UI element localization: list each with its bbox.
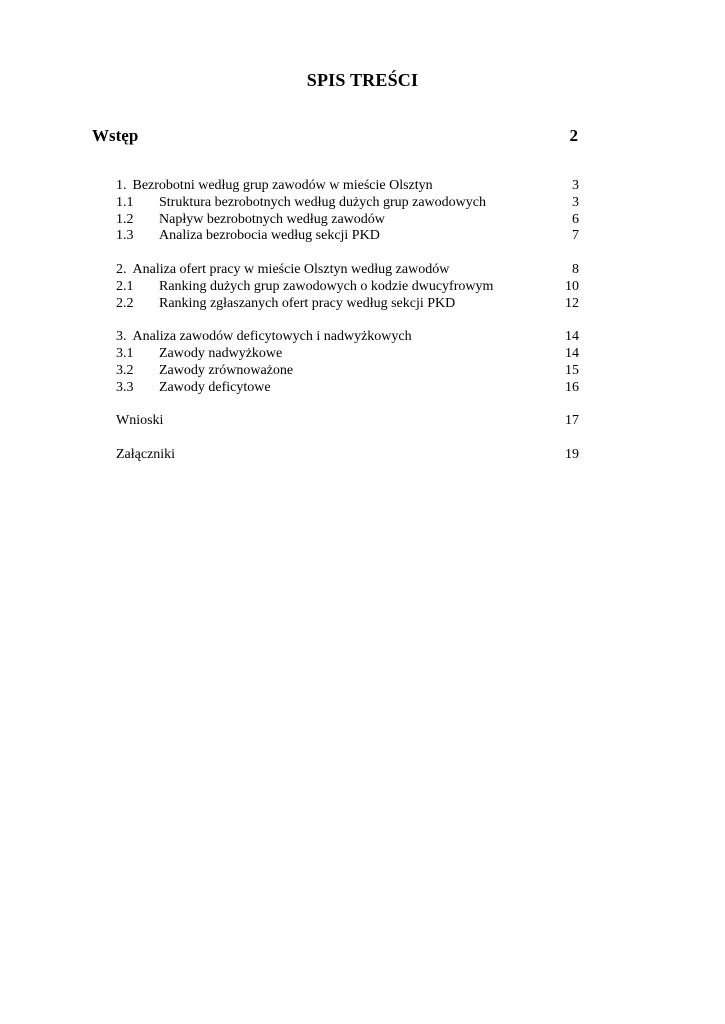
- toc-section-entry: [116, 262, 579, 279]
- table-of-contents: [116, 178, 579, 464]
- toc-subsection-page: 15: [565, 362, 579, 378]
- toc-subsection-label: Ranking zgłaszanych ofert pracy według sekcji PKD: [159, 295, 456, 311]
- toc-subsection-number: 1.1: [116, 194, 134, 210]
- toc-conclusions-label: Wnioski: [116, 413, 164, 429]
- toc-section-page: 8: [572, 261, 579, 277]
- toc-subsection-page: 10: [565, 278, 579, 294]
- toc-subsection-entry: [116, 212, 579, 229]
- toc-subsection-label: Zawody zrównoważone: [159, 362, 294, 378]
- toc-attachments-label: Załączniki: [116, 446, 176, 462]
- toc-subsection-label: Struktura bezrobotnych według dużych grup zawodowych: [159, 194, 486, 210]
- toc-spacer: [116, 430, 579, 447]
- toc-spacer: [116, 312, 579, 329]
- toc-subsection-entry: [116, 195, 579, 212]
- toc-subsection-entry: [116, 296, 579, 313]
- toc-subsection-entry: [116, 346, 579, 363]
- page-title: SPIS TREŚCI: [306, 70, 419, 90]
- toc-subsection-label: Zawody deficytowe: [159, 379, 271, 395]
- toc-conclusions-entry: [116, 413, 579, 430]
- toc-spacer: [116, 396, 579, 413]
- toc-subsection-label: Ranking dużych grup zawodowych o kodzie dwucyfrowym: [159, 278, 494, 294]
- toc-section-number: 3.: [116, 329, 127, 345]
- toc-section-label: Analiza zawodów deficytowych i nadwyżkowych: [132, 329, 412, 345]
- toc-spacer: [116, 245, 579, 262]
- toc-subsection-label: Napływ bezrobotnych według zawodów: [159, 211, 385, 227]
- toc-subsection-number: 3.1: [116, 345, 134, 361]
- toc-subsection-number: 1.2: [116, 211, 134, 227]
- toc-subsection-entry: [116, 363, 579, 380]
- toc-subsection-number: 2.1: [116, 278, 134, 294]
- toc-intro-entry: [92, 126, 578, 146]
- toc-subsection-page: 12: [565, 295, 579, 311]
- toc-section-number: 2.: [116, 261, 127, 277]
- toc-attachments-entry: [116, 447, 579, 464]
- toc-subsection-page: 3: [572, 194, 579, 210]
- toc-subsection-page: 6: [572, 211, 579, 227]
- toc-subsection-entry: [116, 380, 579, 397]
- toc-intro-label: Wstęp: [92, 126, 139, 145]
- toc-subsection-number: 2.2: [116, 295, 134, 311]
- toc-subsection-label: Analiza bezrobocia według sekcji PKD: [159, 228, 380, 244]
- toc-subsection-label: Zawody nadwyżkowe: [159, 345, 283, 361]
- toc-section-number: 1.: [116, 178, 127, 193]
- toc-attachments-page: 19: [565, 446, 579, 462]
- toc-subsection-page: 16: [565, 379, 579, 395]
- toc-subsection-number: 3.3: [116, 379, 134, 395]
- toc-subsection-number: 1.3: [116, 228, 134, 244]
- toc-section-label: Analiza ofert pracy w mieście Olsztyn według zawodów: [132, 261, 450, 277]
- toc-subsection-number: 3.2: [116, 362, 134, 378]
- toc-section-label: Bezrobotni według grup zawodów w mieście Olsztyn: [132, 178, 433, 193]
- toc-section-page: 3: [572, 178, 579, 193]
- toc-intro-page: 2: [569, 126, 578, 145]
- toc-section-page: 14: [565, 329, 579, 345]
- toc-section-entry: [116, 329, 579, 346]
- toc-subsection-entry: [116, 228, 579, 245]
- toc-subsection-entry: [116, 279, 579, 296]
- toc-conclusions-page: 17: [565, 413, 579, 429]
- toc-subsection-page: 14: [565, 345, 579, 361]
- toc-section-entry: [116, 178, 579, 195]
- toc-subsection-page: 7: [572, 228, 579, 244]
